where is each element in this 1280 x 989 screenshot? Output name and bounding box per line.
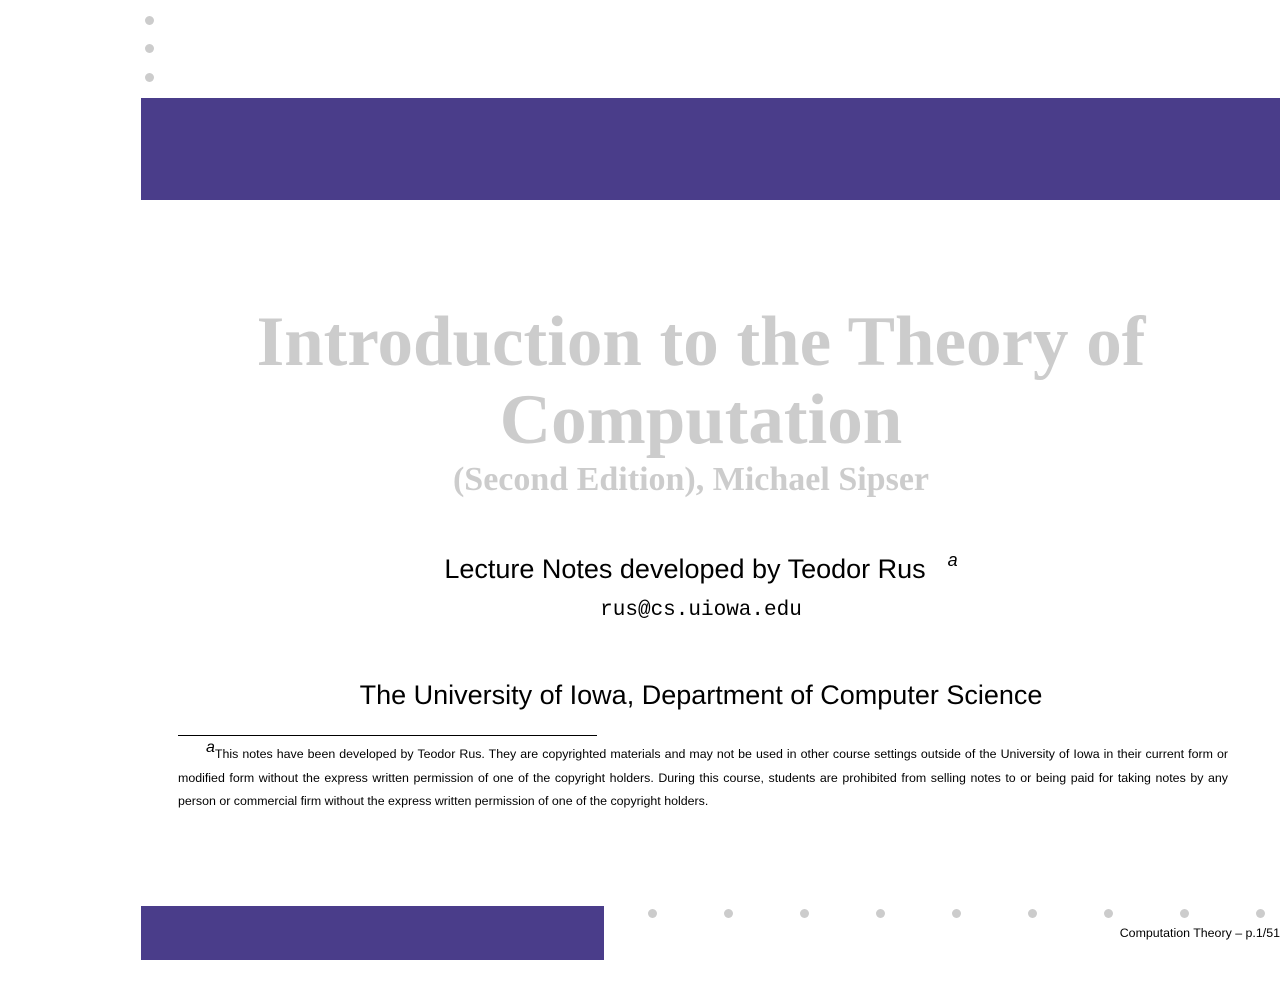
author-text: Lecture Notes developed by Teodor Rus (444, 554, 926, 584)
slide-title: Introduction to the Theory of Computation (256, 303, 1146, 459)
nav-dot-bottom-2[interactable] (724, 909, 733, 918)
nav-dot-top-2[interactable] (145, 44, 154, 53)
nav-dot-bottom-8[interactable] (1180, 909, 1189, 918)
affiliation: The University of Iowa, Department of Computer Science (359, 680, 1043, 710)
author-email: rus@cs.uiowa.edu (600, 599, 802, 622)
nav-dot-bottom-1[interactable] (648, 909, 657, 918)
slide-subtitle: (Second Edition), Michael Sipser (452, 461, 930, 498)
nav-dot-bottom-9[interactable] (1256, 909, 1265, 918)
nav-dot-top-1[interactable] (145, 16, 154, 25)
footnote-text: This notes have been developed by Teodor Rus. They are copyrighted materials and may not be used in other course settings outside of the University of Iowa in their current form or modified form without the express written permission of one of the copyright holders. During this course, students are prohibited from selling notes to or being paid for taking notes by any person or commercial firm without the express written permission of one of the copyright holders. (178, 747, 1228, 808)
footer-band (141, 906, 604, 960)
nav-dot-bottom-4[interactable] (876, 909, 885, 918)
author-line (141, 542, 1261, 587)
author-footnote-marker: a (947, 550, 958, 570)
footnote-divider (178, 735, 597, 736)
nav-dot-bottom-7[interactable] (1104, 909, 1113, 918)
nav-dot-top-3[interactable] (145, 73, 154, 82)
nav-dot-bottom-6[interactable] (1028, 909, 1037, 918)
nav-dot-bottom-5[interactable] (952, 909, 961, 918)
page-footer-label: Computation Theory – p.1/51 (1119, 926, 1280, 940)
footnote-marker: a (206, 739, 215, 756)
nav-dot-bottom-3[interactable] (800, 909, 809, 918)
footnote (178, 739, 1228, 814)
header-band (141, 98, 1280, 200)
